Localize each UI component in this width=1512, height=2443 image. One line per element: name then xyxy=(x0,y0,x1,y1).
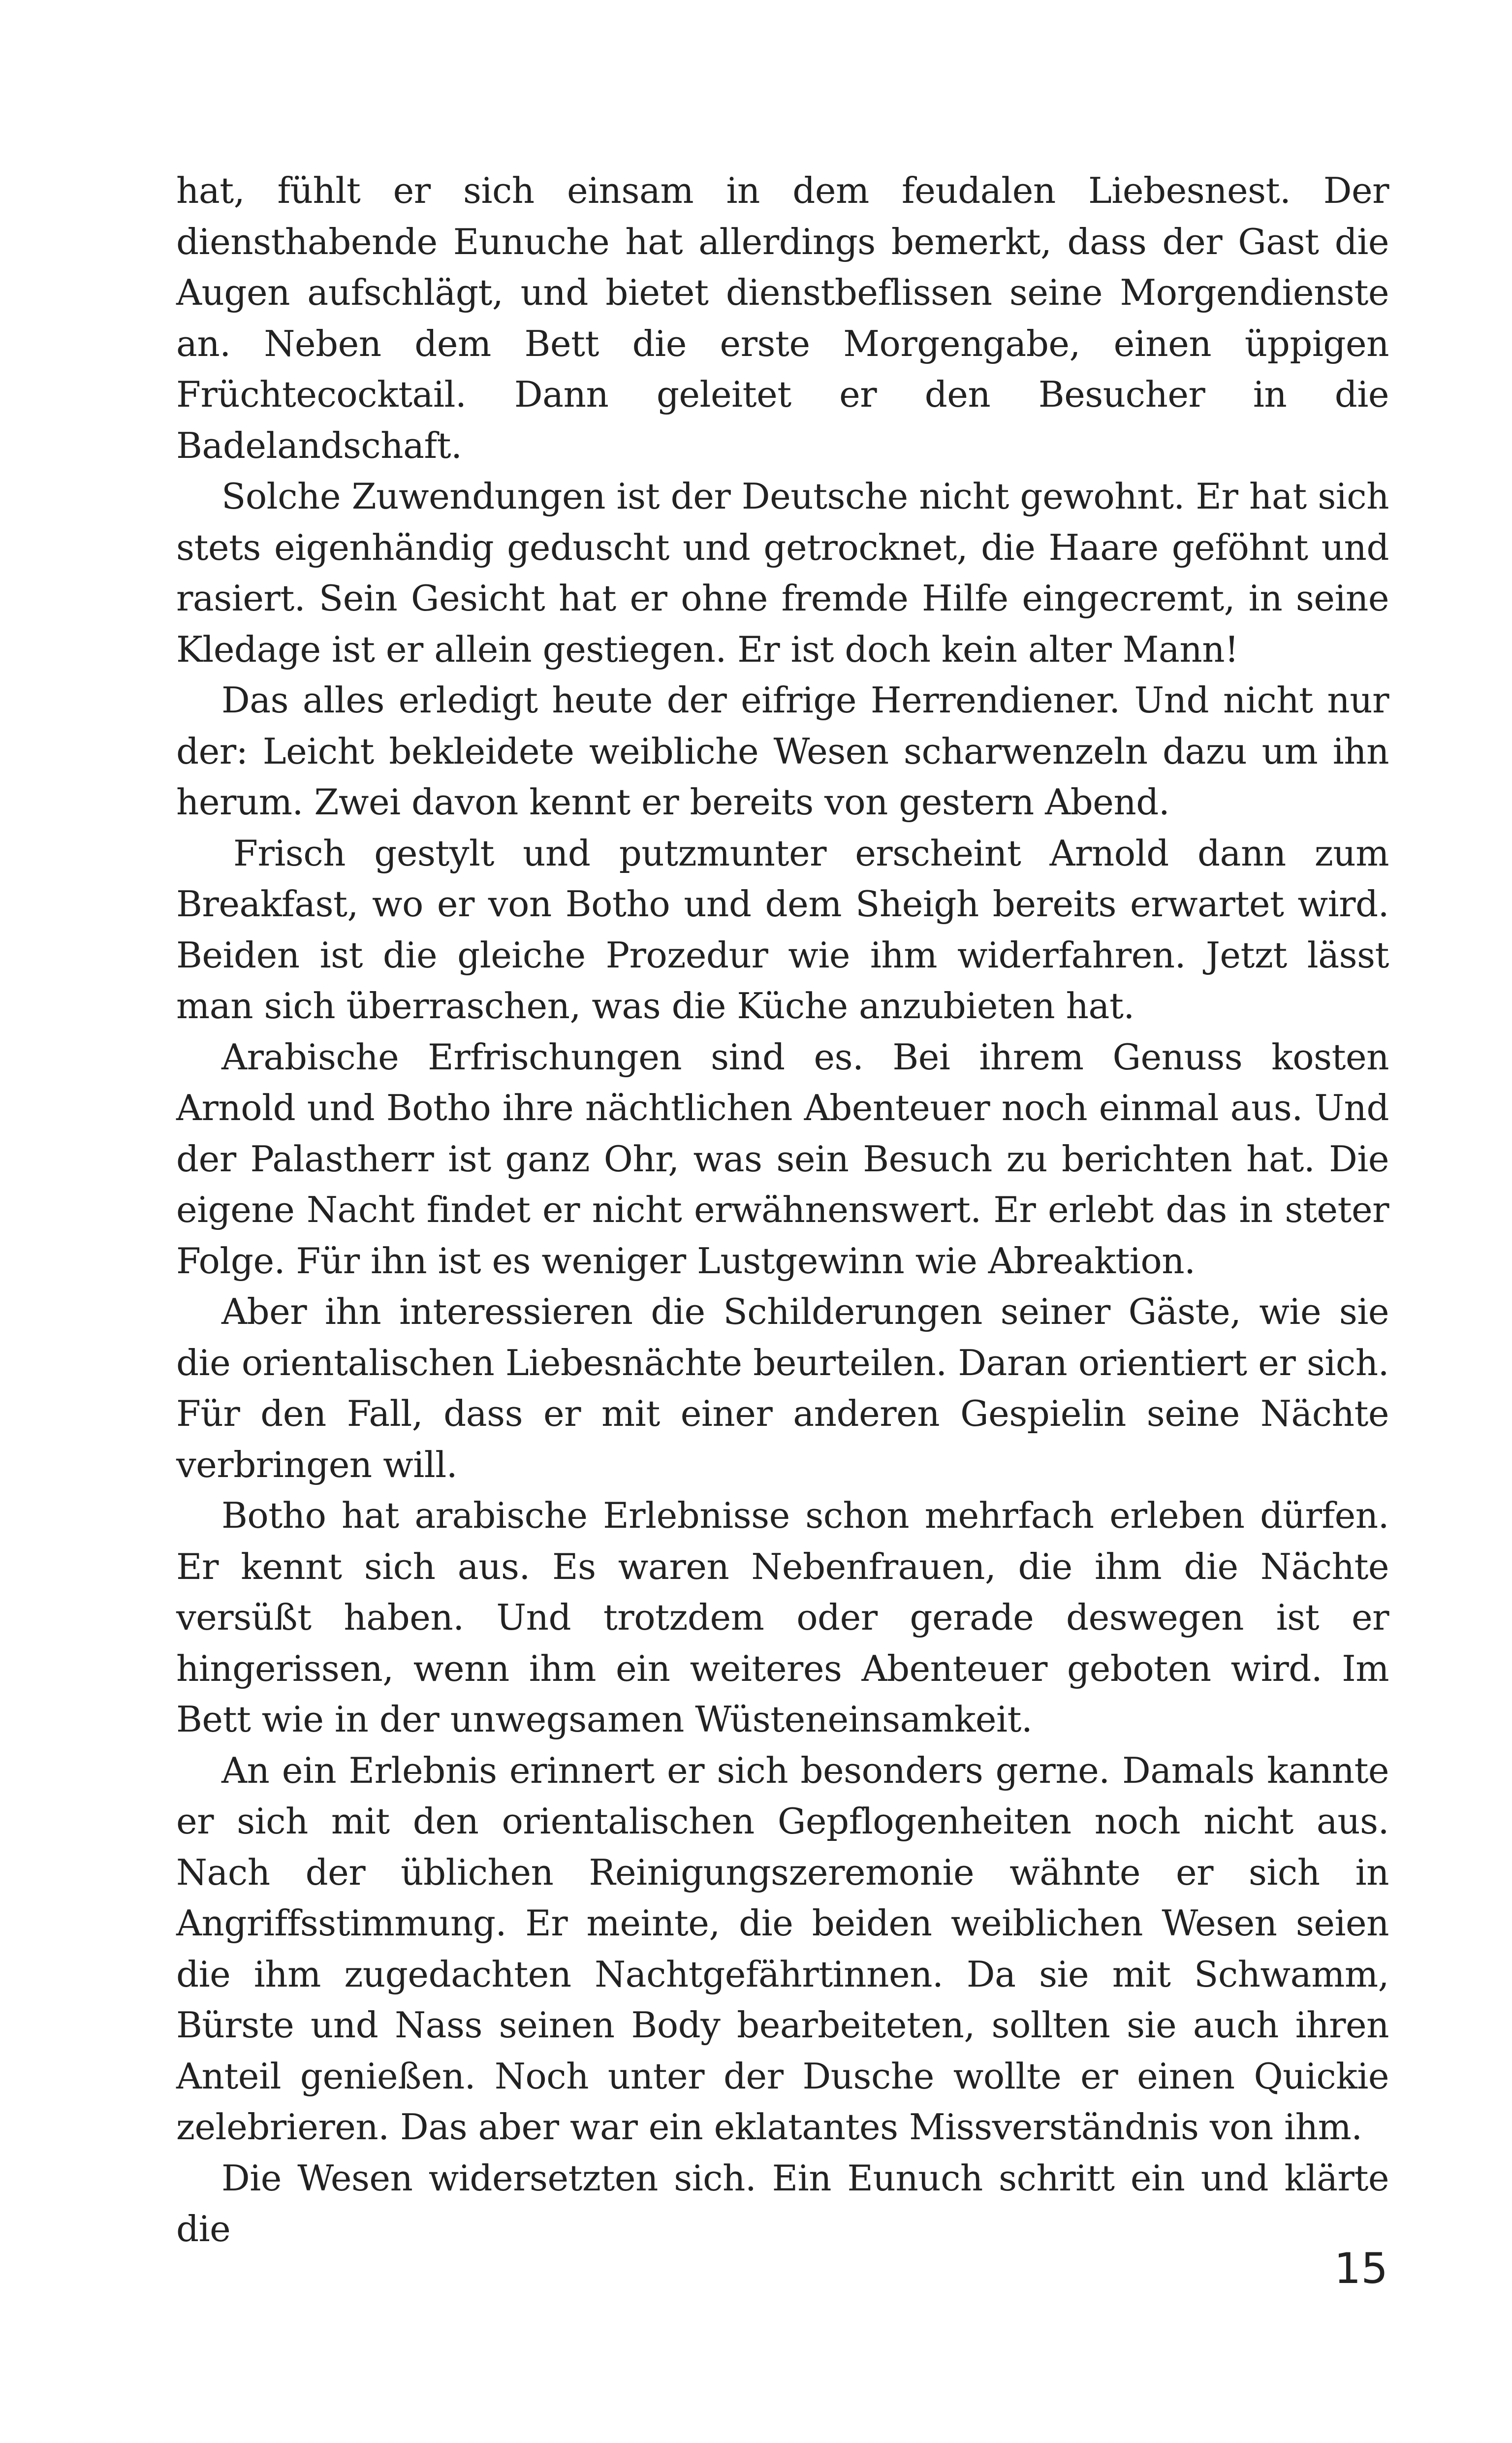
paragraph-4: Frisch gestylt und putzmunter erscheint Arnold dann zum Breakfast, wo er von Botho und dem Sheigh bereits erwartet wird. Beiden ist die gleiche Prozedur wie ihm widerfahren. Jetzt lässt man sich überraschen, was die Küche anzubieten hat. xyxy=(176,832,1389,1027)
paragraph-9: Die Wesen widersetzten sich. Ein Eunuch schritt ein und klärte die xyxy=(176,2157,1389,2250)
paragraph-7: Botho hat arabische Erlebnisse schon mehrfach erleben dürfen. Er kennt sich aus. Es waren Nebenfrauen, die ihm die Nächte versüßt haben. Und trotzdem oder gerade deswegen ist er hingerissen, wenn ihm ein weiteres Abenteuer geboten wird. Im Bett wie in der unwegsamen Wüsteneinsamkeit. xyxy=(176,1495,1389,1740)
paragraph-3: Das alles erledigt heute der eifrige Herrendiener. Und nicht nur der: Leicht bekleidete weibliche Wesen scharwenzeln dazu um ihn herum. Zwei davon kennt er bereits von gestern Abend. xyxy=(176,679,1389,823)
paragraph-6: Aber ihn interessieren die Schilderungen seiner Gäste, wie sie die orientalischen Liebesnächte beurteilen. Daran orientiert er sich. Für den Fall, dass er mit einer anderen Gespielin seine Nächte verbringen will. xyxy=(176,1291,1389,1485)
paragraph-2: Solche Zuwendungen ist der Deutsche nicht gewohnt. Er hat sich stets eigenhändig geduscht und getrocknet, die Haare geföhnt und rasiert. Sein Gesicht hat er ohne fremde Hilfe eingecremt, in seine Kledage ist er allein gestiegen. Er ist doch kein alter Mann! xyxy=(176,476,1389,670)
paragraph-5: Arabische Erfrischungen sind es. Bei ihrem Genuss kosten Arnold und Botho ihre nächtlichen Abenteuer noch einmal aus. Und der Palastherr ist ganz Ohr, was sein Besuch zu berichten hat. Die eigene Nacht findet er nicht erwähnenswert. Er erlebt das in steter Folge. Für ihn ist es weniger Lustgewinn wie Abreaktion. xyxy=(176,1036,1389,1282)
body-text xyxy=(176,165,1389,2255)
page-number: 15 xyxy=(1334,2244,1388,2293)
paragraph-8: An ein Erlebnis erinnert er sich besonders gerne. Damals kannte er sich mit den orientalischen Gepflogenheiten noch nicht aus. Nach der üblichen Reinigungszeremonie wähnte er sich in Angriffsstimmung. Er meinte, die beiden weiblichen Wesen seien die ihm zugedachten Nachtgefährtinnen. Da sie mit Schwamm, Bürste und Nass seinen Body bearbeiteten, sollten sie auch ihren Anteil genießen. Noch unter der Dusche wollte er einen Quickie zelebrieren. Das aber war ein eklatantes Missverständnis von ihm. xyxy=(176,1749,1389,2148)
paragraph-1: hat, fühlt er sich einsam in dem feudalen Liebesnest. Der diensthabende Eunuche hat allerdings bemerkt, dass der Gast die Augen aufschlägt, und bietet dienstbeflissen seine Morgendienste an. Neben dem Bett die erste Morgengabe, einen üppigen Früchtecocktail. Dann geleitet er den Besucher in die Badelandschaft. xyxy=(176,170,1389,466)
